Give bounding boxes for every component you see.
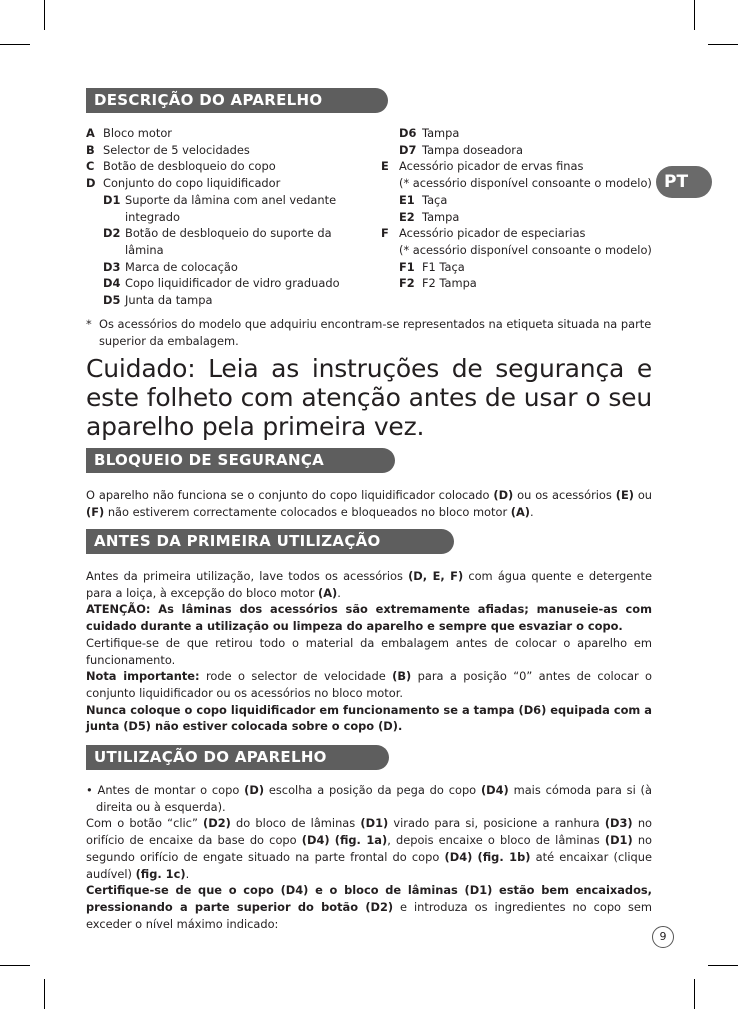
part-key: B — [86, 142, 95, 157]
crop-mark — [708, 965, 738, 966]
crop-mark — [708, 44, 738, 45]
list-item — [86, 259, 358, 276]
list-item — [381, 242, 653, 259]
part-key: D5 — [103, 293, 121, 308]
part-label: Bloco motor — [103, 126, 172, 140]
footnote — [86, 316, 654, 349]
footnote-star: * — [86, 317, 92, 331]
part-label: (* acessório disponível consoante o modelo) — [399, 176, 652, 191]
part-key: F1 — [399, 259, 415, 274]
paragraph: Certifique-se de que retirou todo o material da embalagem antes de colocar o aparelho em funcionamento. — [86, 635, 652, 667]
crop-mark — [694, 0, 695, 30]
list-item — [381, 142, 653, 159]
crop-mark — [694, 979, 695, 1009]
paragraph: Nota importante: rode o selector de velocidade (B) para a posição “0” antes de colocar o conjunto liquidificador ou os acessórios no bloco motor. — [86, 669, 652, 700]
paragraph: O aparelho não funciona se o conjunto do copo liquidificador colocado (D) ou os acessórios (E) ou (F) não estiverem correctamente colocados e bloqueados no bloco motor (A). — [86, 488, 653, 519]
part-label: Botão de desbloqueio do suporte da lâmina — [125, 226, 332, 257]
part-key: D7 — [399, 142, 417, 157]
part-key: D1 — [103, 192, 121, 207]
part-key: F — [381, 226, 389, 241]
list-item — [86, 225, 358, 258]
section-heading-first-use: ANTES DA PRIMEIRA UTILIZAÇÃO — [86, 529, 454, 554]
footnote-text: Os acessórios do modelo que adquiriu encontram-se representados na etiqueta situada na parte superior da embalagem. — [99, 317, 652, 348]
part-label: Acessório picador de ervas finas — [399, 159, 584, 174]
parts-list-right — [381, 125, 653, 292]
part-key: D4 — [103, 276, 121, 291]
part-label: Botão de desbloqueio do copo — [103, 159, 276, 174]
list-item — [381, 125, 653, 142]
part-key: E1 — [399, 192, 415, 207]
page-number: 9 — [652, 926, 674, 948]
part-key: A — [86, 126, 95, 140]
part-key: C — [86, 159, 95, 174]
crop-mark — [44, 0, 45, 30]
paragraph: Antes da primeira utilização, lave todos os acessórios (D, E, F) com água quente e detergente para a loiça, à excepção do bloco motor (A). — [86, 569, 652, 600]
list-item — [381, 192, 653, 209]
list-item — [381, 175, 653, 192]
caution-heading: Cuidado: Leia as instruções de segurança e este folheto com atenção antes de usar o seu aparelho pela primeira vez. — [86, 354, 652, 441]
part-key: D6 — [399, 126, 417, 140]
crop-mark — [0, 44, 30, 45]
paragraph: Certifique-se de que o copo (D4) e o bloco de lâminas (D1) estão bem encaixados, pressionando a parte superior do botão (D2) e introduza os ingredientes no copo sem exceder o nível máximo indicado: — [86, 883, 652, 931]
part-key: E — [381, 159, 389, 174]
part-label: Junta da tampa — [125, 293, 213, 308]
part-label: Tampa — [422, 126, 460, 140]
part-label: Selector de 5 velocidades — [103, 142, 250, 157]
list-item — [86, 275, 358, 292]
part-label: F1 Taça — [422, 259, 465, 274]
part-label: Copo liquidificador de vidro graduado — [125, 276, 340, 291]
list-item — [86, 125, 358, 142]
paragraph: Com o botão “clic” (D2) do bloco de lâminas (D1) virado para si, posicione a ranhura (D3) no orifício de encaixe da base do copo (D4) (fig. 1a), depois encaixe o bloco de lâminas (D1) no segundo orifício de engate situado na parte frontal do copo (D4) (fig. 1b) até encaixar (clique audível) (fig. 1c). — [86, 816, 653, 881]
usage-paragraphs — [86, 782, 652, 932]
part-label: Conjunto do copo liquidificador — [103, 176, 281, 191]
parts-list-left — [86, 125, 358, 309]
warning-paragraph: Nunca coloque o copo liquidificador em funcionamento se a tampa (D6) equipada com a junta (D5) não estiver colocada sobre o copo (D). — [86, 702, 652, 734]
language-tab: PT — [656, 166, 712, 198]
part-key: D3 — [103, 259, 121, 274]
part-label: Tampa doseadora — [422, 142, 523, 157]
part-key: E2 — [399, 209, 415, 224]
part-label: F2 Tampa — [422, 276, 477, 291]
section-heading-description: DESCRIÇÃO DO APARELHO — [86, 88, 388, 113]
list-item — [86, 192, 358, 225]
crop-mark — [0, 965, 30, 966]
part-key: D — [86, 176, 96, 191]
part-label: Suporte da lâmina com anel vedante integrado — [125, 192, 337, 224]
list-item — [381, 259, 653, 276]
list-item — [86, 175, 358, 192]
list-item — [86, 292, 358, 309]
list-item — [381, 275, 653, 292]
list-item — [381, 158, 653, 175]
section-heading-usage: UTILIZAÇÃO DO APARELHO — [86, 745, 389, 770]
part-label: Tampa — [422, 209, 460, 224]
part-key: F2 — [399, 276, 415, 291]
part-key: D2 — [103, 226, 121, 241]
bullet-paragraph: • Antes de montar o copo (D) escolha a posição da pega do copo (D4) mais cómoda para si (à direita ou à esquerda). — [86, 783, 652, 814]
warning-paragraph: ATENÇÃO: As lâminas dos acessórios são extremamente afiadas; manuseie-as com cuidado durante a utilização ou limpeza do aparelho e sempre que esvaziar o copo. — [86, 602, 652, 634]
crop-mark — [44, 979, 45, 1009]
safety-paragraph — [86, 487, 652, 520]
section-heading-safety: BLOQUEIO DE SEGURANÇA — [86, 448, 395, 473]
part-label: Taça — [422, 192, 448, 207]
list-item — [381, 209, 653, 226]
part-label: (* acessório disponível consoante o modelo) — [399, 242, 652, 257]
part-label: Acessório picador de especiarias — [399, 226, 586, 241]
list-item — [86, 142, 358, 159]
list-item — [86, 158, 358, 175]
part-label: Marca de colocação — [125, 259, 238, 274]
first-use-paragraphs — [86, 568, 652, 735]
list-item — [381, 225, 653, 242]
